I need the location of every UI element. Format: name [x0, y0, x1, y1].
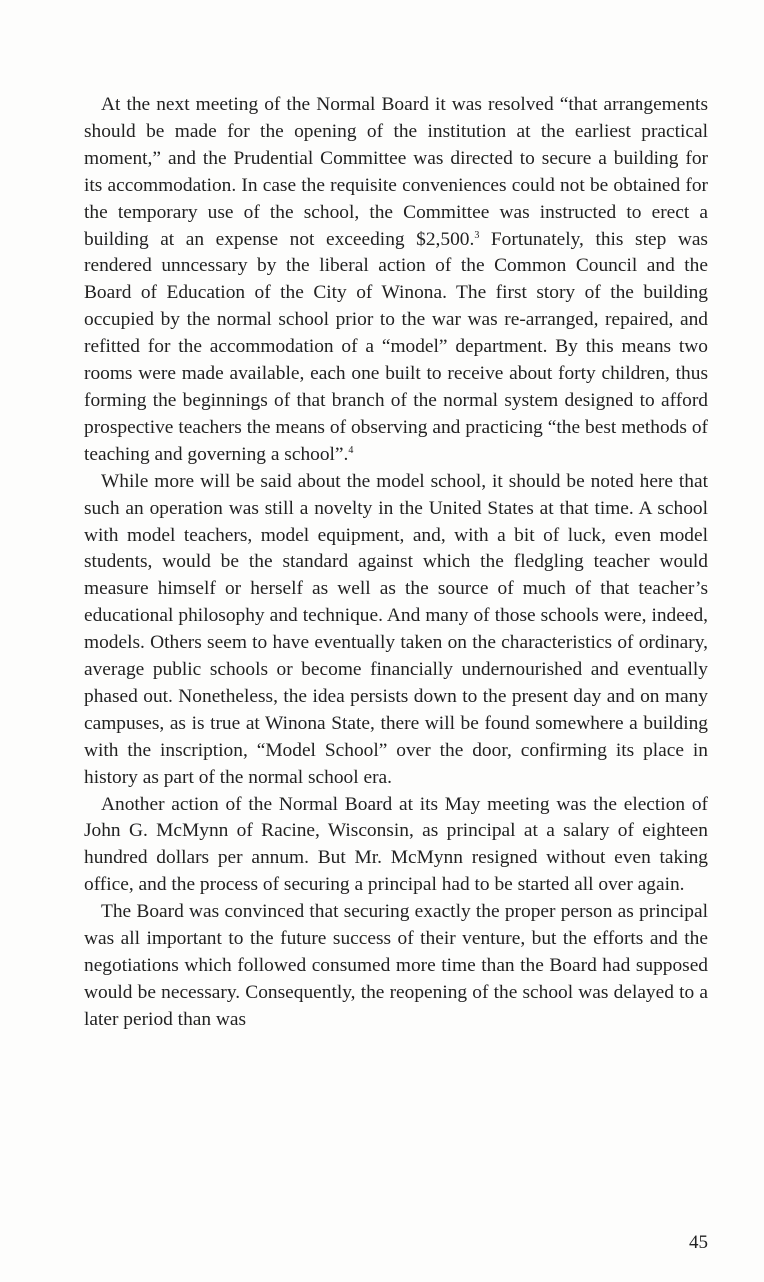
paragraph-3: Another action of the Normal Board at its May meeting was the election of John G. McMynn of Racine, Wisconsin, as principal at a salary of eighteen hundred dollars per annum. But Mr. McMynn resigned without even taking office, and the process of securing a principal had to be started all over again. [84, 793, 708, 896]
footnote-ref-3: 3 [474, 229, 480, 241]
paragraph-2: While more will be said about the model school, it should be noted here that such an operation was still a novelty in the United States at that time. A school with model teachers, model equipment, and, with a bit of luck, even model students, would be the standard against which the fledgling teacher would measure himself or herself as well as the source of much of that teacher’s educational philosophy and technique. And many of those schools were, indeed, models. Others seem to have eventually taken on the characteristics of ordinary, average public schools or become financially undernourished and eventually phased out. Nonetheless, the idea persists down to the present day and on many campuses, as is true at Winona State, there will be found somewhere a building with the inscription, “Model School” over the door, confirming its place in history as part of the normal school era. [84, 470, 708, 788]
body-text [84, 92, 708, 1034]
footnote-ref-4: 4 [348, 444, 354, 456]
paragraph-1-text: At the next meeting of the Normal Board it was resolved “that arrangements should be made for the opening of the institution at the earliest practical moment,” and the Prudential Committee was directed to secure a building for its accommodation. In case the requisite conveniences could not be obtained for the temporary use of the school, the Committee was instructed to erect a building at an expense not exceeding $2,500. [84, 94, 708, 250]
paragraph-1 [84, 92, 708, 469]
page-number: 45 [689, 1232, 708, 1253]
paragraph-1-text-continued: Fortunately, this step was rendered unncessary by the liberal action of the Common Council and the Board of Education of the City of Winona. The first story of the building occupied by the normal school prior to the war was re-arranged, repaired, and refitted for the accommodation of a “model” department. By this means two rooms were made available, each one built to receive about forty children, thus forming the beginnings of that branch of the normal system designed to afford prospective teachers the means of observing and practicing “the best methods of teaching and governing a school”. [84, 228, 708, 465]
paragraph-4: The Board was convinced that securing exactly the proper person as principal was all important to the future success of their venture, but the efforts and the negotiations which followed consumed more time than the Board had supposed would be necessary. Consequently, the reopening of the school was delayed to a later period than was [84, 901, 708, 1030]
